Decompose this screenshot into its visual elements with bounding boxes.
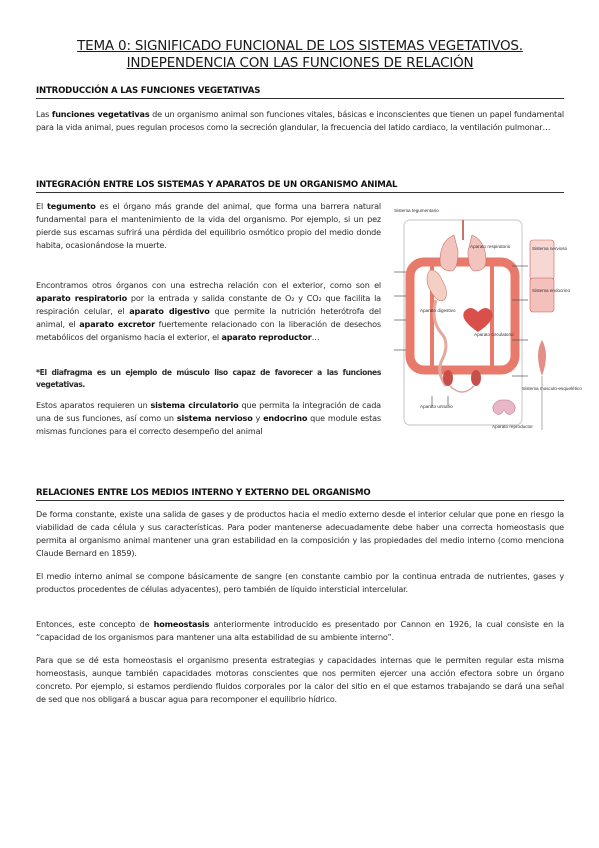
page-title [30,38,570,72]
organ-systems-diagram [392,200,582,440]
text-run: y [252,413,264,424]
integracion-paragraph-3 [36,399,381,438]
page-title-line2: INDEPENDENCIA CON LAS FUNCIONES DE RELACIÓN [126,55,474,71]
bold-term: endocrino [263,413,308,424]
label-nervioso: Sistema nervioso [532,246,568,251]
label-urinario: Aparato urinario [420,404,453,409]
text-run: … [311,332,320,343]
integracion-paragraph-2 [36,279,381,344]
text-run: por la entrada y salida constante de O₂ y CO₂ que facilita la respiración celular, el [36,293,381,317]
text-run: anteriormente introducido es presentado por Cannon en 1926, la cual consiste en la “capacidad de los organismos para mantener una alta estabilidad de su ambiente interno”. [36,619,564,643]
text-run: Entonces, este concepto de [36,619,154,629]
text-run: Encontramos otros órganos con una estrecha relación con el exterior, como son el [36,280,381,290]
label-tegumentario: Sistema tegumentario [394,208,439,213]
intro-paragraph [36,108,564,134]
text-run: que permita la integración de cada una de sus funciones, así como un [36,400,381,424]
text-run: fuertemente relacionado con la liberación de desechos metabólicos del organismo hacia el exterior, el [36,319,381,343]
kidney-left-icon [443,370,453,386]
bold-term: homeostasis [153,619,210,629]
text-run: Las [36,109,52,119]
bold-term: sistema circulatorio [150,400,239,410]
label-reproductor: Aparato reproductor [492,424,533,429]
bold-term: funciones vegetativas [51,109,150,119]
text-run: Estos aparatos requieren un [36,400,151,410]
relaciones-paragraph-4: Para que se dé esta homeostasis el organismo presenta estrategias y capacidades internas que le permiten regular esta misma homeostasis, aunque también capacidades motoras conscientes que nos permiten ejercer una acción efectora sobre un órgano concreto. Por ejemplo, si estamos perdiendo fluidos corporales por la calor del sitio en el que estamos trabajando se dará una señal de sed que nos obligará a buscar agua para recomponer el equilibrio hídrico. [36,655,564,705]
bold-term: aparato respiratorio [36,293,127,304]
text-run: que permite la nutrición heterótrofa del animal, el [36,306,381,330]
endocrine-box [530,278,554,312]
label-respiratorio: Aparato respiratorio [470,244,511,249]
bold-term: tegumento [47,201,96,211]
text-run: que module estas mismas funciones para el correcto desempeño del animal [36,413,382,437]
text-run: de un organismo animal son funciones vitales, básicas e inconscientes que tienen un papel fundamental para la vida animal, pues regulan procesos como la secreción glandular, la frecuencia del latido cardiaco, la ventilación pulmonar… [36,109,564,133]
bold-term: sistema nervioso [176,413,253,424]
relaciones-paragraph-1: De forma constante, existe una salida de gases y de productos hacia el medio externo desde el interior celular que pone en riesgo la viabilidad de cada célula y sus características. Para poder mantenerse adecuadamente debe haber una correcta homeostasis que permita al organismo animal mantener una gran estabilidad en la composición y las propiedades del medio interno (como menciona Claude Bernard en 1859). [36,509,564,559]
relaciones-paragraph-2: El medio interno animal se compone básicamente de sangre (en constante cambio por la continua entrada de nutrientes, gases y productos procedentes de células adyacentes), pero también de líquido intersticial intercelular. [36,571,564,595]
label-circulatorio: Aparato circulatorio [474,332,514,337]
page-title-line1: TEMA 0: SIGNIFICADO FUNCIONAL DE LOS SISTEMAS VEGETATIVOS. [77,38,523,54]
relaciones-paragraph-3 [36,618,564,644]
bold-term: aparato digestivo [129,306,210,317]
bold-term: aparato reproductor [221,332,312,343]
section-heading-integracion: INTEGRACIÓN ENTRE LOS SISTEMAS Y APARATOS DE UN ORGANISMO ANIMAL [36,180,564,193]
section-heading-relaciones: RELACIONES ENTRE LOS MEDIOS INTERNO Y EXTERNO DEL ORGANISMO [36,488,564,501]
kidney-right-icon [471,370,481,386]
label-endocrino: Sistema endocrino [532,288,571,293]
section-heading-intro: INTRODUCCIÓN A LAS FUNCIONES VEGETATIVAS [36,86,564,99]
integracion-paragraph-1 [36,200,381,252]
label-musculo: Sistema musculo-esquelético [522,386,582,391]
text-run: es el órgano más grande del animal, que forma una barrera natural fundamental para el mantenimiento de la vida del organismo. Por ejemplo, si un pez pierde sus escamas sufrirá una pérdida del equilibrio osmótico propio del medio donde habita, ocasionándose la muerte. [36,201,381,251]
label-digestivo: Aparato digestivo [420,308,456,313]
diaphragm-note: *El diafragma es un ejemplo de músculo liso capaz de favorecer a las funciones vegetativas. [36,368,381,389]
text-run: El [36,201,48,211]
bold-term: aparato excretor [79,319,155,330]
